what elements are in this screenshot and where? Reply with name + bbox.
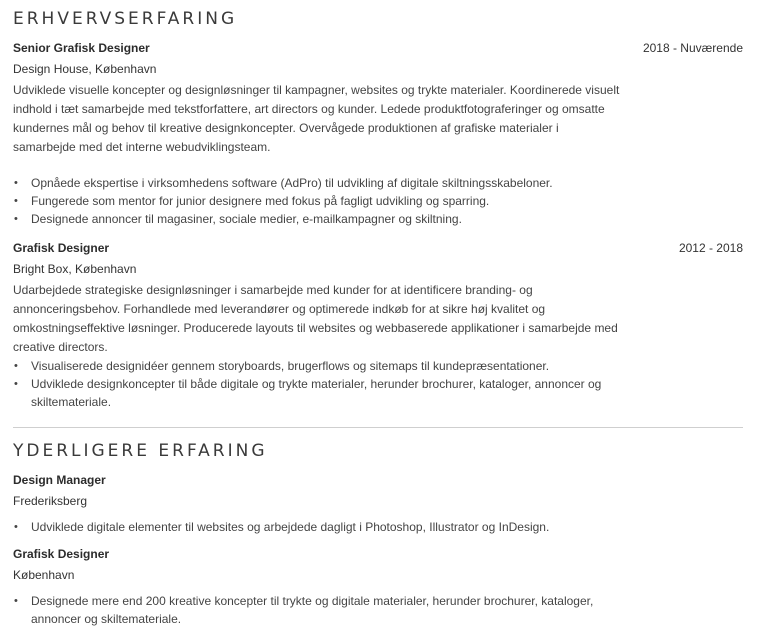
job-title: Grafisk Designer: [13, 547, 110, 561]
job-company: København: [13, 568, 75, 582]
job-dates: 2012 - 2018: [678, 241, 743, 255]
job-company: Bright Box, København: [13, 262, 137, 276]
job-dates: 2018 - Nuværende: [642, 41, 743, 55]
bullet-item: • Designede mere end 200 kreative koncepter til trykte og digitale materialer, herunder brochurer, kataloger, annoncer og skiltemateriale.: [14, 594, 594, 626]
bullet-item: • Udviklede digitale elementer til websites og arbejdede dagligt i Photoshop, Illustrator og InDesign.: [14, 520, 550, 534]
job-bullets: [13, 174, 623, 228]
bullet-dot-icon: •: [14, 213, 18, 225]
job-title: Senior Grafisk Designer: [13, 41, 150, 55]
section-title-work-experience: ERHVERVSERFARING: [13, 9, 238, 29]
bullet-item: • Designede annoncer til magasiner, sociale medier, e-mailkampagner og skiltning.: [14, 212, 462, 226]
job-entry: [13, 239, 743, 411]
bullet-item: • Udviklede designkoncepter til både digitale og trykte materialer, herunder brochurer, kataloger, annoncer og skiltemateriale.: [14, 377, 602, 409]
job-bullets: [13, 518, 623, 536]
job-company: Frederiksberg: [13, 494, 88, 508]
job-entry: [13, 39, 743, 228]
job-entry: [13, 545, 743, 628]
bullet-dot-icon: •: [14, 195, 18, 207]
bullet-dot-icon: •: [14, 378, 18, 390]
job-bullets: [13, 592, 623, 628]
job-description: Udviklede visuelle koncepter og designløsninger til kampagner, websites og trykte materialer. Koordinerede visuelt indhold i tæt samarbejde med tekstforfattere, art directors og kunder. Ledede produktfotograferinger og omsatte kundernes mål og behov til kreative designkoncepter. Overvågede produktionen af grafiske materialer i samarbejde med det interne webudviklingsteam.: [13, 83, 620, 154]
bullet-item: • Opnåede ekspertise i virksomhedens software (AdPro) til udvikling af digitale skiltningsskabeloner.: [14, 176, 553, 190]
job-description: Udarbejdede strategiske designløsninger i samarbejde med kunder for at identificere branding- og annonceringsbehov. Forhandlede med leverandører og optimerede indkøb for at sikre høj kvalitet og omkostningseffektive løsninger. Producerede layouts til websites og webbaserede applikationer i samarbejde med creative directors.: [13, 283, 618, 354]
bullet-dot-icon: •: [14, 521, 18, 533]
bullet-dot-icon: •: [14, 595, 18, 607]
bullet-dot-icon: •: [14, 360, 18, 372]
bullet-dot-icon: •: [14, 177, 18, 189]
job-bullets: [13, 357, 623, 411]
job-title: Design Manager: [13, 473, 106, 487]
bullet-item: • Fungerede som mentor for junior designere med fokus på fagligt udvikling og sparring.: [14, 194, 490, 208]
section-divider: [13, 427, 743, 428]
job-company: Design House, København: [13, 62, 157, 76]
section-title-additional-experience: YDERLIGERE ERFARING: [13, 441, 268, 461]
job-title: Grafisk Designer: [13, 241, 110, 255]
job-entry: [13, 471, 743, 536]
bullet-item: • Visualiserede designidéer gennem storyboards, brugerflows og sitemaps til kundepræsentationer.: [14, 359, 550, 373]
